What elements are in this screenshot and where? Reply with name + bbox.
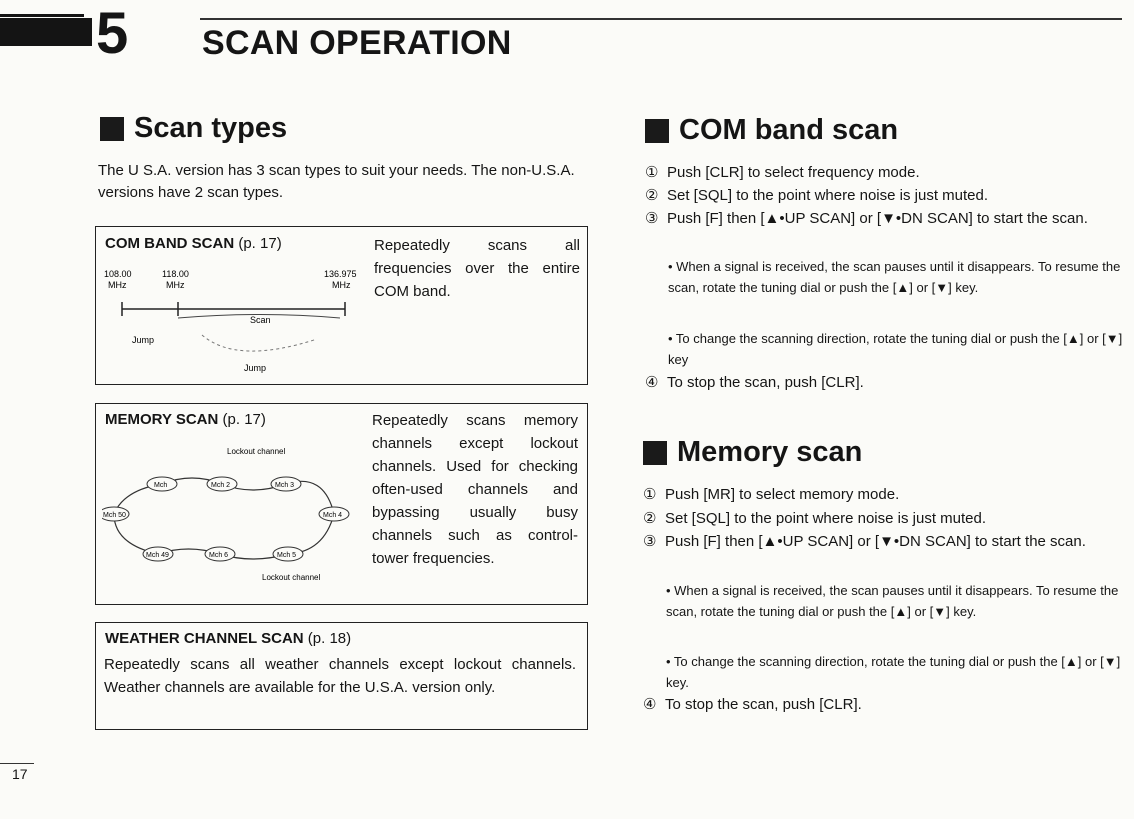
- freq-end-label: 136.975: [324, 269, 357, 279]
- memory-box-page-ref: (p. 17): [222, 411, 266, 428]
- channel-mch3-label: Mch 3: [275, 482, 295, 489]
- memory-box-description: Repeatedly scans memory channels except lockout channels. Used for checking often-used channels and bypassing usually busy channels such as control-tower frequencies.: [372, 412, 578, 567]
- com-band-scan-heading-text: COM band scan: [679, 114, 899, 146]
- weather-box-page-ref: (p. 18): [307, 630, 352, 647]
- com-step-2: ② Set [SQL] to the point where noise is just muted.: [645, 187, 989, 204]
- com-band-box-title: [105, 235, 282, 252]
- jump-label-left: Jump: [132, 335, 155, 345]
- memory-box-title: [105, 411, 266, 428]
- chapter-number: 5: [96, 1, 129, 66]
- memory-scan-diagram: [102, 442, 366, 594]
- memory-scan-heading-text: Memory scan: [677, 436, 863, 468]
- mem-step-1: ① Push [MR] to select memory mode.: [643, 486, 900, 503]
- freq-start-label: 108.00: [104, 269, 132, 279]
- chapter-tab: [0, 18, 92, 46]
- mem-bullet-2: • To change the scanning direction, rotate the tuning dial or push the [▲] or [▼] key.: [666, 654, 1121, 690]
- com-band-scan-heading: [645, 114, 898, 147]
- page-number-rule: [0, 763, 34, 764]
- mem-bullet-1: • When a signal is received, the scan pauses until it disappears. To resume the scan, rotate the tuning dial or push the [▲] or [▼] key.: [666, 583, 1119, 619]
- freq-second-unit: MHz: [166, 280, 185, 290]
- com-step-1: ① Push [CLR] to select frequency mode.: [645, 164, 920, 181]
- channel-mch6-label: Mch 6: [209, 552, 229, 559]
- com-step-3: ③ Push [F] then [▲•UP SCAN] or [▼•DN SCAN] to start the scan.: [645, 210, 1088, 227]
- scan-types-intro: The U S.A. version has 3 scan types to suit your needs. The non-U.S.A. versions have 2 scan types.: [98, 162, 575, 201]
- scan-types-heading-text: Scan types: [134, 112, 288, 144]
- memory-scan-box: [95, 403, 588, 605]
- channel-mch5-label: Mch 5: [277, 552, 297, 559]
- com-bullet-1: • When a signal is received, the scan pauses until it disappears. To resume the scan, rotate the tuning dial or push the [▲] or [▼] key.: [668, 259, 1121, 295]
- com-step-4: ④ To stop the scan, push [CLR].: [645, 374, 864, 391]
- freq-start-unit: MHz: [108, 280, 127, 290]
- page-number: 17: [12, 766, 28, 782]
- mem-step-4: ④ To stop the scan, push [CLR].: [643, 696, 862, 713]
- com-band-box-title-text: COM BAND SCAN: [105, 235, 235, 252]
- com-band-scan-box: [95, 226, 588, 385]
- weather-box-title: [105, 630, 351, 647]
- scan-label: Scan: [250, 315, 271, 325]
- channel-mch-label: Mch: [154, 482, 168, 489]
- com-band-box-description: Repeatedly scans all frequencies over the entire COM band.: [374, 237, 580, 300]
- channel-mch50-label: Mch 50: [103, 512, 126, 519]
- heading-square-icon: [645, 119, 669, 143]
- memory-scan-heading: [643, 436, 862, 469]
- page-title: SCAN OPERATION: [202, 24, 512, 62]
- lockout-label-bottom: Lockout channel: [262, 573, 321, 582]
- chapter-tab-accent: [0, 14, 84, 17]
- weather-scan-box: [95, 622, 588, 730]
- heading-square-icon: [100, 117, 124, 141]
- com-band-diagram: [102, 265, 372, 375]
- lockout-label-top: Lockout channel: [227, 447, 286, 456]
- weather-box-title-text: WEATHER CHANNEL SCAN: [105, 630, 304, 647]
- channel-mch2-label: Mch 2: [211, 482, 231, 489]
- heading-square-icon: [643, 441, 667, 465]
- com-band-box-page-ref: (p. 17): [238, 235, 282, 252]
- channel-mch49-label: Mch 49: [146, 552, 169, 559]
- jump-label-bottom: Jump: [244, 363, 267, 373]
- memory-box-title-text: MEMORY SCAN: [105, 411, 219, 428]
- mem-step-3: ③ Push [F] then [▲•UP SCAN] or [▼•DN SCAN] to start the scan.: [643, 533, 1086, 550]
- freq-end-unit: MHz: [332, 280, 351, 290]
- freq-second-label: 118.00: [162, 269, 189, 279]
- scan-types-heading: [100, 112, 287, 145]
- com-bullet-2: • To change the scanning direction, rotate the tuning dial or push the [▲] or [▼] key: [668, 331, 1123, 367]
- weather-box-description: Repeatedly scans all weather channels except lockout channels. Weather channels are available for the U.S.A. version only.: [104, 656, 576, 696]
- mem-step-2: ② Set [SQL] to the point where noise is just muted.: [643, 510, 987, 527]
- channel-mch4-label: Mch 4: [323, 512, 343, 519]
- header-rule: [200, 18, 1122, 20]
